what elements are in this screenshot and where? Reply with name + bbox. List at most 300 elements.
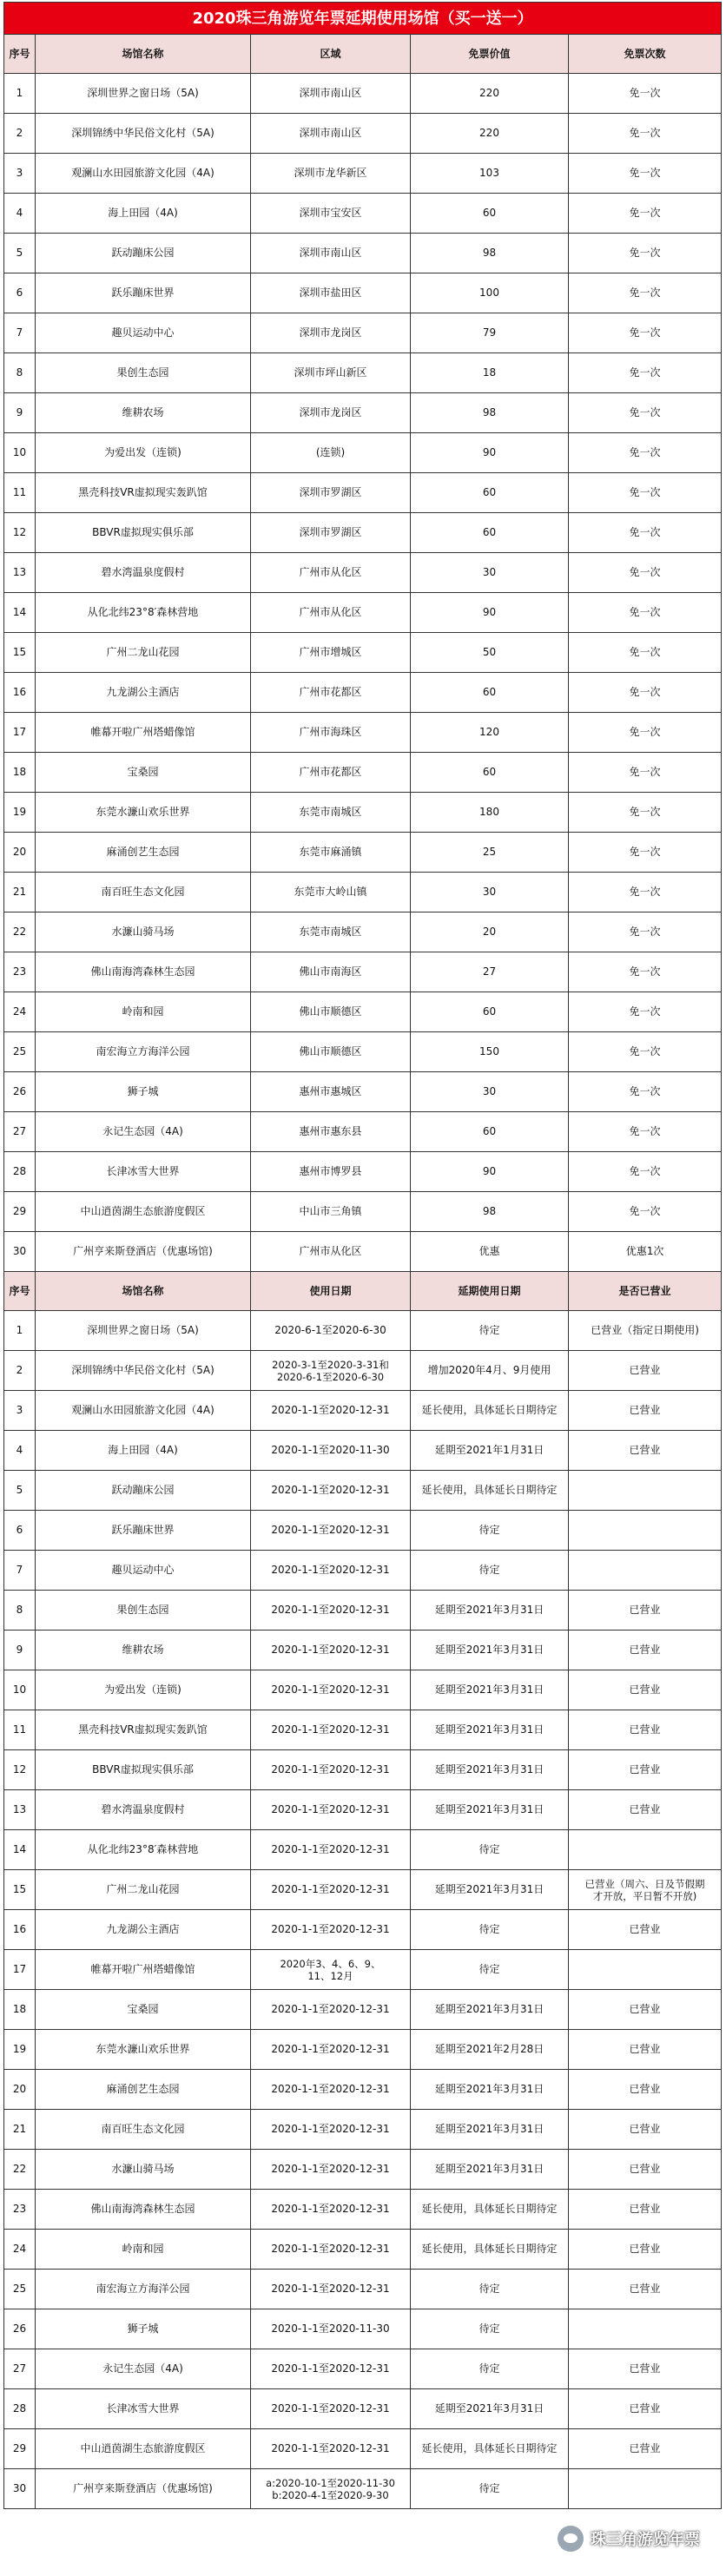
table-cell: 2020-6-1至2020-6-30 [251,1311,411,1351]
table-cell: 2020-1-1至2020-12-31 [251,1591,411,1631]
table-row [4,513,722,553]
table2-header [4,1272,722,1311]
table-row [4,1830,722,1870]
table-cell: 24 [4,2230,36,2270]
table-cell: 2020-1-1至2020-12-31 [251,2270,411,2309]
table-cell: 30 [411,553,569,593]
table-cell: 维耕农场 [36,1631,251,1670]
table-cell: 佛山南海湾森林生态园 [36,952,251,992]
table-cell: 120 [411,713,569,753]
table-row [4,1950,722,1990]
table-cell: BBVR虚拟现实俱乐部 [36,1750,251,1790]
table-cell: 已营业 [569,2429,722,2469]
column-header: 区域 [251,35,411,74]
table-cell: 14 [4,1830,36,1870]
table-cell: 已营业 [569,2230,722,2270]
table-cell: 为爱出发（连锁) [36,1670,251,1710]
table-cell: 免一次 [569,273,722,313]
table-cell: 深圳市南山区 [251,114,411,154]
table-cell: 深圳市龙岗区 [251,313,411,353]
table-cell: 12 [4,1750,36,1790]
table-cell: 17 [4,713,36,753]
table-cell: 已营业 [569,1670,722,1710]
table-cell: 30 [411,873,569,912]
table-cell: 79 [411,313,569,353]
table-cell: 13 [4,1790,36,1830]
table-cell: 跃动蹦床公园 [36,234,251,273]
table-cell: 广州市从化区 [251,593,411,633]
wechat-icon [558,2526,584,2552]
table-cell: 麻涌创艺生态园 [36,2070,251,2110]
table-cell: 水濂山骑马场 [36,912,251,952]
table-cell: 帷幕开啦广州塔蜡像馆 [36,713,251,753]
table-cell: 延期至2021年3月31日 [411,1750,569,1790]
table-cell: 免一次 [569,473,722,513]
table-cell: 待定 [411,1830,569,1870]
table-cell: 宝桑园 [36,753,251,793]
table-cell: 深圳市坪山新区 [251,353,411,393]
table-row [4,1192,722,1232]
table-cell: 待定 [411,1311,569,1351]
table-cell: 17 [4,1950,36,1990]
table-cell: 深圳锦绣中华民俗文化村（5A) [36,114,251,154]
table-row [4,2230,722,2270]
table-cell: 免一次 [569,673,722,713]
table-cell: 已营业 [569,1750,722,1790]
table-row [4,1351,722,1391]
table-cell: 从化北纬23°8′森林营地 [36,593,251,633]
table-cell: 27 [4,2349,36,2389]
table-cell: 海上田园（4A) [36,1431,251,1471]
table-cell: 延期至2021年3月31日 [411,2389,569,2429]
table-cell: 18 [411,353,569,393]
table-row [4,2190,722,2230]
table-cell: 2020-1-1至2020-12-31 [251,2349,411,2389]
table-cell: 中山市三角镇 [251,1192,411,1232]
table-cell: 90 [411,433,569,473]
table-cell: 28 [4,2389,36,2429]
table-cell: 13 [4,553,36,593]
table-cell [569,1950,722,1990]
table-row [4,593,722,633]
table-cell: 待定 [411,2270,569,2309]
table-cell: 免一次 [569,1032,722,1072]
table-cell: 2020-1-1至2020-12-31 [251,2429,411,2469]
table-cell: 30 [4,1232,36,1272]
table-row [4,1311,722,1351]
table-cell [569,2469,722,2509]
table-cell: 惠州市博罗县 [251,1152,411,1192]
table-row [4,992,722,1032]
table-row [4,1790,722,1830]
table-cell: 8 [4,1591,36,1631]
table-cell: 从化北纬23°8′森林营地 [36,1830,251,1870]
table-cell: 免一次 [569,952,722,992]
table-cell: 180 [411,793,569,833]
table-cell: 果创生态园 [36,1591,251,1631]
table-cell: 深圳市罗湖区 [251,473,411,513]
table-cell [569,1551,722,1591]
table-row [4,353,722,393]
table-cell: 待定 [411,2309,569,2349]
column-header: 使用日期 [251,1272,411,1311]
table-cell: 广州市从化区 [251,553,411,593]
table-cell: 延长使用，具体延长日期待定 [411,2429,569,2469]
table-cell: 延期至2021年3月31日 [411,2110,569,2150]
table-cell: 广州亨来斯登酒店（优惠场馆) [36,1232,251,1272]
table-cell: 延期至2021年3月31日 [411,1870,569,1910]
table-cell: 11 [4,473,36,513]
table-cell: 100 [411,273,569,313]
table-cell: 跃动蹦床公园 [36,1471,251,1511]
column-header: 场馆名称 [36,35,251,74]
table-row [4,2030,722,2070]
table-cell: 深圳市南山区 [251,234,411,273]
table-cell: 趣贝运动中心 [36,1551,251,1591]
table-cell: 南百旺生态文化园 [36,2110,251,2150]
table-cell: 待定 [411,1511,569,1551]
table-cell: 延长使用，具体延长日期待定 [411,2190,569,2230]
venue-sheet [3,2,721,2509]
table-cell: 16 [4,1910,36,1950]
table-cell: 中山逍茵湖生态旅游度假区 [36,2429,251,2469]
table-row [4,1431,722,1471]
table-cell: 待定 [411,1950,569,1990]
table-cell: 2020-1-1至2020-11-30 [251,2309,411,2349]
table-cell: 延期至2021年3月31日 [411,1790,569,1830]
table-cell: 岭南和园 [36,2230,251,2270]
table-row [4,1152,722,1192]
table-cell: 2020-1-1至2020-12-31 [251,2070,411,2110]
table-cell: 免一次 [569,433,722,473]
table-cell: 已营业 [569,1790,722,1830]
table-cell: 免一次 [569,513,722,553]
table-cell: 延期至2021年3月31日 [411,2150,569,2190]
table-row [4,2270,722,2309]
table-cell: 永记生态园（4A) [36,1112,251,1152]
table-cell: 维耕农场 [36,393,251,433]
table-cell: 已营业 [569,1351,722,1391]
table-cell: 延期至2021年3月31日 [411,1591,569,1631]
table-cell: 2020年3、4、6、9、 11、12月 [251,1950,411,1990]
table-row [4,1511,722,1551]
table-cell: 60 [411,473,569,513]
table-cell: 广州市花都区 [251,753,411,793]
table-cell: 19 [4,2030,36,2070]
table-cell: 已营业 [569,2389,722,2429]
table-cell: 7 [4,1551,36,1591]
table-row [4,1112,722,1152]
table-cell: 已营业（周六、日及节假期 才开放，平日暂不开放) [569,1870,722,1910]
table-cell: 免一次 [569,74,722,114]
watermark-text: 珠三角游览年票 [591,2531,700,2549]
table-cell: 2020-1-1至2020-11-30 [251,1431,411,1471]
table1-header [4,35,722,74]
table-cell: 待定 [411,1910,569,1950]
table-cell [569,1471,722,1511]
table-cell: 2020-1-1至2020-12-31 [251,2150,411,2190]
table-cell: 25 [411,833,569,873]
table-row [4,1072,722,1112]
table-cell: 碧水湾温泉度假村 [36,553,251,593]
table-row [4,393,722,433]
table-row [4,833,722,873]
table-row [4,2429,722,2469]
table-row [4,753,722,793]
table-cell: 优惠 [411,1232,569,1272]
table-row [4,1710,722,1750]
table-cell: 20 [4,2070,36,2110]
table-cell: 98 [411,234,569,273]
table-cell: 21 [4,2110,36,2150]
table-cell: 15 [4,1870,36,1910]
table-cell: 海上田园（4A) [36,194,251,234]
table-cell: 南宏海立方海洋公园 [36,1032,251,1072]
table-cell: 待定 [411,2349,569,2389]
table-cell: 已营业 [569,2030,722,2070]
watermark [558,2526,700,2552]
table-cell: 免一次 [569,873,722,912]
table-cell: 宝桑园 [36,1990,251,2030]
table-cell: 已营业 [569,1631,722,1670]
table-row [4,873,722,912]
table-cell: 跃乐蹦床世界 [36,1511,251,1551]
table-cell: 东莞水濂山欢乐世界 [36,793,251,833]
table-cell: 98 [411,1192,569,1232]
table-cell: 23 [4,2190,36,2230]
table-cell: 岭南和园 [36,992,251,1032]
table-cell: 免一次 [569,793,722,833]
table-row [4,2110,722,2150]
table-cell: 已营业 [569,1431,722,1471]
table-cell: 免一次 [569,593,722,633]
table-cell: 黑壳科技VR虚拟现实轰趴馆 [36,1710,251,1750]
table-row [4,1471,722,1511]
table-cell: 2020-3-1至2020-3-31和 2020-6-1至2020-6-30 [251,1351,411,1391]
table-cell: 免一次 [569,313,722,353]
table-row [4,2389,722,2429]
table-cell: (连锁) [251,433,411,473]
table-row [4,1870,722,1910]
table-cell: 16 [4,673,36,713]
table-cell: 广州市增城区 [251,633,411,673]
table-cell: 2020-1-1至2020-12-31 [251,1631,411,1670]
table-cell: 广州市从化区 [251,1232,411,1272]
table-cell: 30 [411,1072,569,1112]
table-cell: 3 [4,1391,36,1431]
table-cell: 佛山南海湾森林生态园 [36,2190,251,2230]
table-row [4,673,722,713]
table-cell: 免一次 [569,393,722,433]
table-cell: 已营业 [569,1710,722,1750]
table-cell: 延期至2021年2月28日 [411,2030,569,2070]
table-row [4,1910,722,1950]
table-cell: 佛山市南海区 [251,952,411,992]
table-cell: 2020-1-1至2020-12-31 [251,1830,411,1870]
table-cell: 延期至2021年3月31日 [411,1990,569,2030]
table-cell: 长津冰雪大世界 [36,2389,251,2429]
table-cell: 已营业 [569,2110,722,2150]
table-cell: 98 [411,393,569,433]
table-cell: 60 [411,992,569,1032]
table-cell: 2020-1-1至2020-12-31 [251,2389,411,2429]
column-header: 免票价值 [411,35,569,74]
table-row [4,1391,722,1431]
table-cell: 九龙湖公主酒店 [36,673,251,713]
table-cell: 惠州市惠东县 [251,1112,411,1152]
table-cell: a:2020-10-1至2020-11-30 b:2020-4-1至2020-9-30 [251,2469,411,2509]
table-cell: 220 [411,114,569,154]
table-row [4,114,722,154]
table-cell: 220 [411,74,569,114]
table-cell: 碧水湾温泉度假村 [36,1790,251,1830]
table-cell: 29 [4,2429,36,2469]
table-cell: 已营业 [569,2150,722,2190]
table-cell: 东莞市麻涌镇 [251,833,411,873]
table-cell: 20 [4,833,36,873]
table-cell: 2020-1-1至2020-12-31 [251,1790,411,1830]
table-cell: 已营业 [569,2349,722,2389]
table-cell: 东莞市大岭山镇 [251,873,411,912]
table-cell: 3 [4,154,36,194]
table-cell: 103 [411,154,569,194]
table-cell: 深圳市罗湖区 [251,513,411,553]
table-row [4,912,722,952]
table-row [4,473,722,513]
column-header: 是否已营业 [569,1272,722,1311]
table-cell: 延长使用，具体延长日期待定 [411,2230,569,2270]
table-cell: 2020-1-1至2020-12-31 [251,2190,411,2230]
table-cell: 待定 [411,1551,569,1591]
table-cell: 跃乐蹦床世界 [36,273,251,313]
column-header: 序号 [4,35,36,74]
table-cell: 已营业 [569,2070,722,2110]
table-cell: 免一次 [569,553,722,593]
table-cell: 免一次 [569,114,722,154]
table-cell: 延期至2021年3月31日 [411,1670,569,1710]
table-cell: 免一次 [569,154,722,194]
table-cell: 27 [411,952,569,992]
table-row [4,313,722,353]
table-cell: 2 [4,1351,36,1391]
table-cell: 4 [4,1431,36,1471]
table-cell: 9 [4,393,36,433]
table1-body [4,74,722,1272]
table-cell: 免一次 [569,353,722,393]
table-cell: 东莞市南城区 [251,912,411,952]
table-cell: 20 [411,912,569,952]
table-cell: 广州市海珠区 [251,713,411,753]
table-cell: 延期至2021年3月31日 [411,1631,569,1670]
table-cell: 狮子城 [36,1072,251,1112]
table-cell: 8 [4,353,36,393]
table-cell: 2020-1-1至2020-12-31 [251,2030,411,2070]
table-cell: 26 [4,2309,36,2349]
table-cell: 永记生态园（4A) [36,2349,251,2389]
table-cell: 19 [4,793,36,833]
table-cell: 25 [4,2270,36,2309]
table-cell: 深圳世界之窗日场（5A) [36,74,251,114]
table-cell: 免一次 [569,1112,722,1152]
table-cell: 60 [411,1112,569,1152]
table-row [4,1750,722,1790]
table-cell: 待定 [411,2469,569,2509]
table-cell: 6 [4,273,36,313]
table-cell: 广州二龙山花园 [36,1870,251,1910]
table-cell: 10 [4,433,36,473]
table-cell: 60 [411,673,569,713]
sheet-title: 2020珠三角游览年票延期使用场馆（买一送一） [4,3,722,35]
table-cell: 28 [4,1152,36,1192]
table-row [4,633,722,673]
table-cell: 2 [4,114,36,154]
table-cell: 延期至2021年3月31日 [411,2070,569,2110]
table-row [4,2309,722,2349]
table-cell: 11 [4,1710,36,1750]
table-cell: 18 [4,1990,36,2030]
table-cell: 2020-1-1至2020-12-31 [251,1391,411,1431]
table-cell: 4 [4,194,36,234]
table-row [4,713,722,753]
table-cell: 2020-1-1至2020-12-31 [251,2230,411,2270]
table2-header-group [4,1272,722,1311]
table-cell: 深圳市宝安区 [251,194,411,234]
table-cell: 广州亨来斯登酒店（优惠场馆) [36,2469,251,2509]
table-cell: 九龙湖公主酒店 [36,1910,251,1950]
table-cell: 广州二龙山花园 [36,633,251,673]
table-row [4,1232,722,1272]
table-cell: 21 [4,873,36,912]
table-cell: 60 [411,513,569,553]
table-cell: 5 [4,234,36,273]
table-cell: 狮子城 [36,2309,251,2349]
table-cell: 90 [411,1152,569,1192]
table-cell: 免一次 [569,713,722,753]
table-cell: 广州市花都区 [251,673,411,713]
table-row [4,154,722,194]
table-cell: BBVR虚拟现实俱乐部 [36,513,251,553]
table-cell: 150 [411,1032,569,1072]
table-cell: 12 [4,513,36,553]
table-cell: 已营业 [569,2190,722,2230]
table-cell: 优惠1次 [569,1232,722,1272]
table-cell: 观澜山水田园旅游文化园（4A) [36,1391,251,1431]
table-cell: 已营业 [569,1591,722,1631]
table-cell: 2020-1-1至2020-12-31 [251,1710,411,1750]
table-row [4,1032,722,1072]
table-cell: 23 [4,952,36,992]
table-cell: 佛山市顺德区 [251,992,411,1032]
table-cell: 免一次 [569,912,722,952]
table-cell: 已营业 [569,2270,722,2309]
table-row [4,1551,722,1591]
table-cell [569,1511,722,1551]
table-cell: 深圳市南山区 [251,74,411,114]
table-cell: 延期至2021年1月31日 [411,1431,569,1471]
table-cell: 2020-1-1至2020-12-31 [251,1670,411,1710]
table-row [4,234,722,273]
table-cell: 趣贝运动中心 [36,313,251,353]
table-cell: 已营业 [569,1391,722,1431]
table-cell: 免一次 [569,1192,722,1232]
table-cell: 免一次 [569,753,722,793]
table-cell: 2020-1-1至2020-12-31 [251,1870,411,1910]
table-cell: 2020-1-1至2020-12-31 [251,1750,411,1790]
table-row [4,433,722,473]
table-cell: 深圳市龙岗区 [251,393,411,433]
table-cell: 麻涌创艺生态园 [36,833,251,873]
table-cell: 延期至2021年3月31日 [411,1710,569,1750]
